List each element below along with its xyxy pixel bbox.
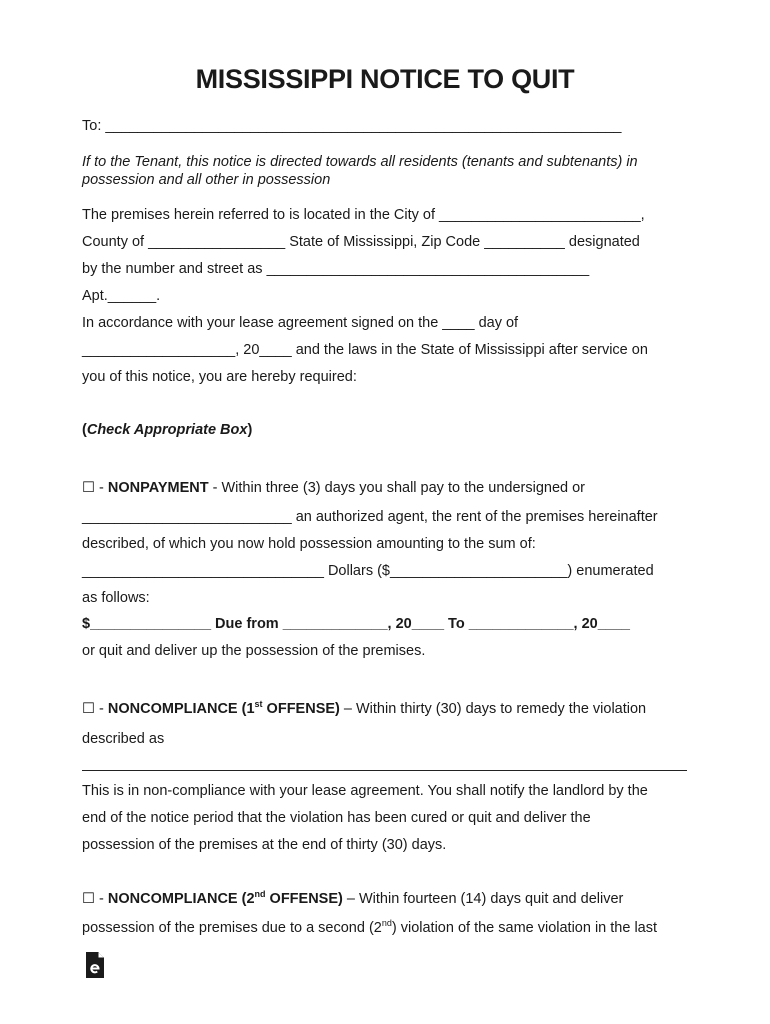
nc1-line-2: described as xyxy=(82,731,165,747)
premises-line-1: The premises herein referred to is located in the City of _________________________, xyxy=(82,207,645,223)
nc1-label-b: OFFENSE) xyxy=(262,701,340,717)
noncompliance-first-option[interactable] xyxy=(82,701,646,717)
to-line: To: ________________________________________________________________ xyxy=(82,118,622,134)
nonpayment-text: - Within three (3) days you shall pay to the undersigned or xyxy=(208,480,586,496)
nc2-label-a: NONCOMPLIANCE (2 xyxy=(107,891,255,907)
premises-line-4: Apt.______. xyxy=(82,288,161,304)
nonpayment-label: NONPAYMENT xyxy=(107,480,209,496)
paren-close: ) xyxy=(247,422,253,438)
premises-line-2: County of _________________ State of Mississippi, Zip Code __________ designated xyxy=(82,234,640,250)
paren-open: ( xyxy=(82,422,87,438)
residents-text-line-1: If to the Tenant, this notice is directed towards all residents (tenants and subtenants) in xyxy=(82,154,638,170)
check-box-text: Check Appropriate Box xyxy=(86,422,248,438)
nc1-sup: st xyxy=(254,699,263,710)
eforms-logo-icon xyxy=(82,950,108,980)
nonpayment-line-4: ______________________________ Dollars ($______________________) enumerated xyxy=(82,563,654,579)
checkbox-icon[interactable]: ☐ - xyxy=(82,480,108,496)
nc2-line-2b: ) violation of the same violation in the last xyxy=(391,920,658,936)
nc1-line-5: possession of the premises at the end of thirty (30) days. xyxy=(82,837,447,853)
nc1-label-a: NONCOMPLIANCE (1 xyxy=(107,701,255,717)
noncompliance-second-option[interactable] xyxy=(82,891,623,907)
check-box-instruction xyxy=(82,422,252,438)
nc2-line-2a: possession of the premises due to a second (2 xyxy=(82,920,382,936)
lease-line-2: ___________________, 20____ and the laws in the State of Mississippi after service on xyxy=(82,342,648,358)
nc1-line-3: This is in non-compliance with your lease agreement. You shall notify the landlord by the xyxy=(82,783,648,799)
nonpayment-line-7: or quit and deliver up the possession of the premises. xyxy=(82,643,426,659)
nc2-line-2 xyxy=(82,920,657,936)
premises-line-3: by the number and street as ________________________________________ xyxy=(82,261,590,277)
nonpayment-line-6: $_______________ Due from _____________, 20____ To _____________, 20____ xyxy=(82,616,630,632)
checkbox-icon[interactable]: ☐ - xyxy=(82,701,108,717)
nonpayment-line-3: described, of which you now hold possession amounting to the sum of: xyxy=(82,536,536,552)
lease-line-1: In accordance with your lease agreement signed on the ____ day of xyxy=(82,315,519,331)
nc1-text: – Within thirty (30) days to remedy the violation xyxy=(339,701,647,717)
nc2-label-b: OFFENSE) xyxy=(265,891,343,907)
violation-blank-line xyxy=(82,770,687,771)
checkbox-icon[interactable]: ☐ - xyxy=(82,891,108,907)
page-title: MISSISSIPPI NOTICE TO QUIT xyxy=(195,64,575,94)
nonpayment-option[interactable] xyxy=(82,480,585,496)
nc1-line-4: end of the notice period that the violation has been cured or quit and deliver the xyxy=(82,810,591,826)
nc2-sup: nd xyxy=(254,889,266,900)
nonpayment-line-2: __________________________ an authorized agent, the rent of the premises hereinafter xyxy=(82,509,658,525)
nc2-sup-2: nd xyxy=(381,918,392,929)
nonpayment-line-5: as follows: xyxy=(82,590,150,606)
lease-line-3: you of this notice, you are hereby required: xyxy=(82,369,357,385)
residents-text-line-2: possession and all other in possession xyxy=(82,172,331,188)
nc2-text: – Within fourteen (14) days quit and deliver xyxy=(342,891,624,907)
